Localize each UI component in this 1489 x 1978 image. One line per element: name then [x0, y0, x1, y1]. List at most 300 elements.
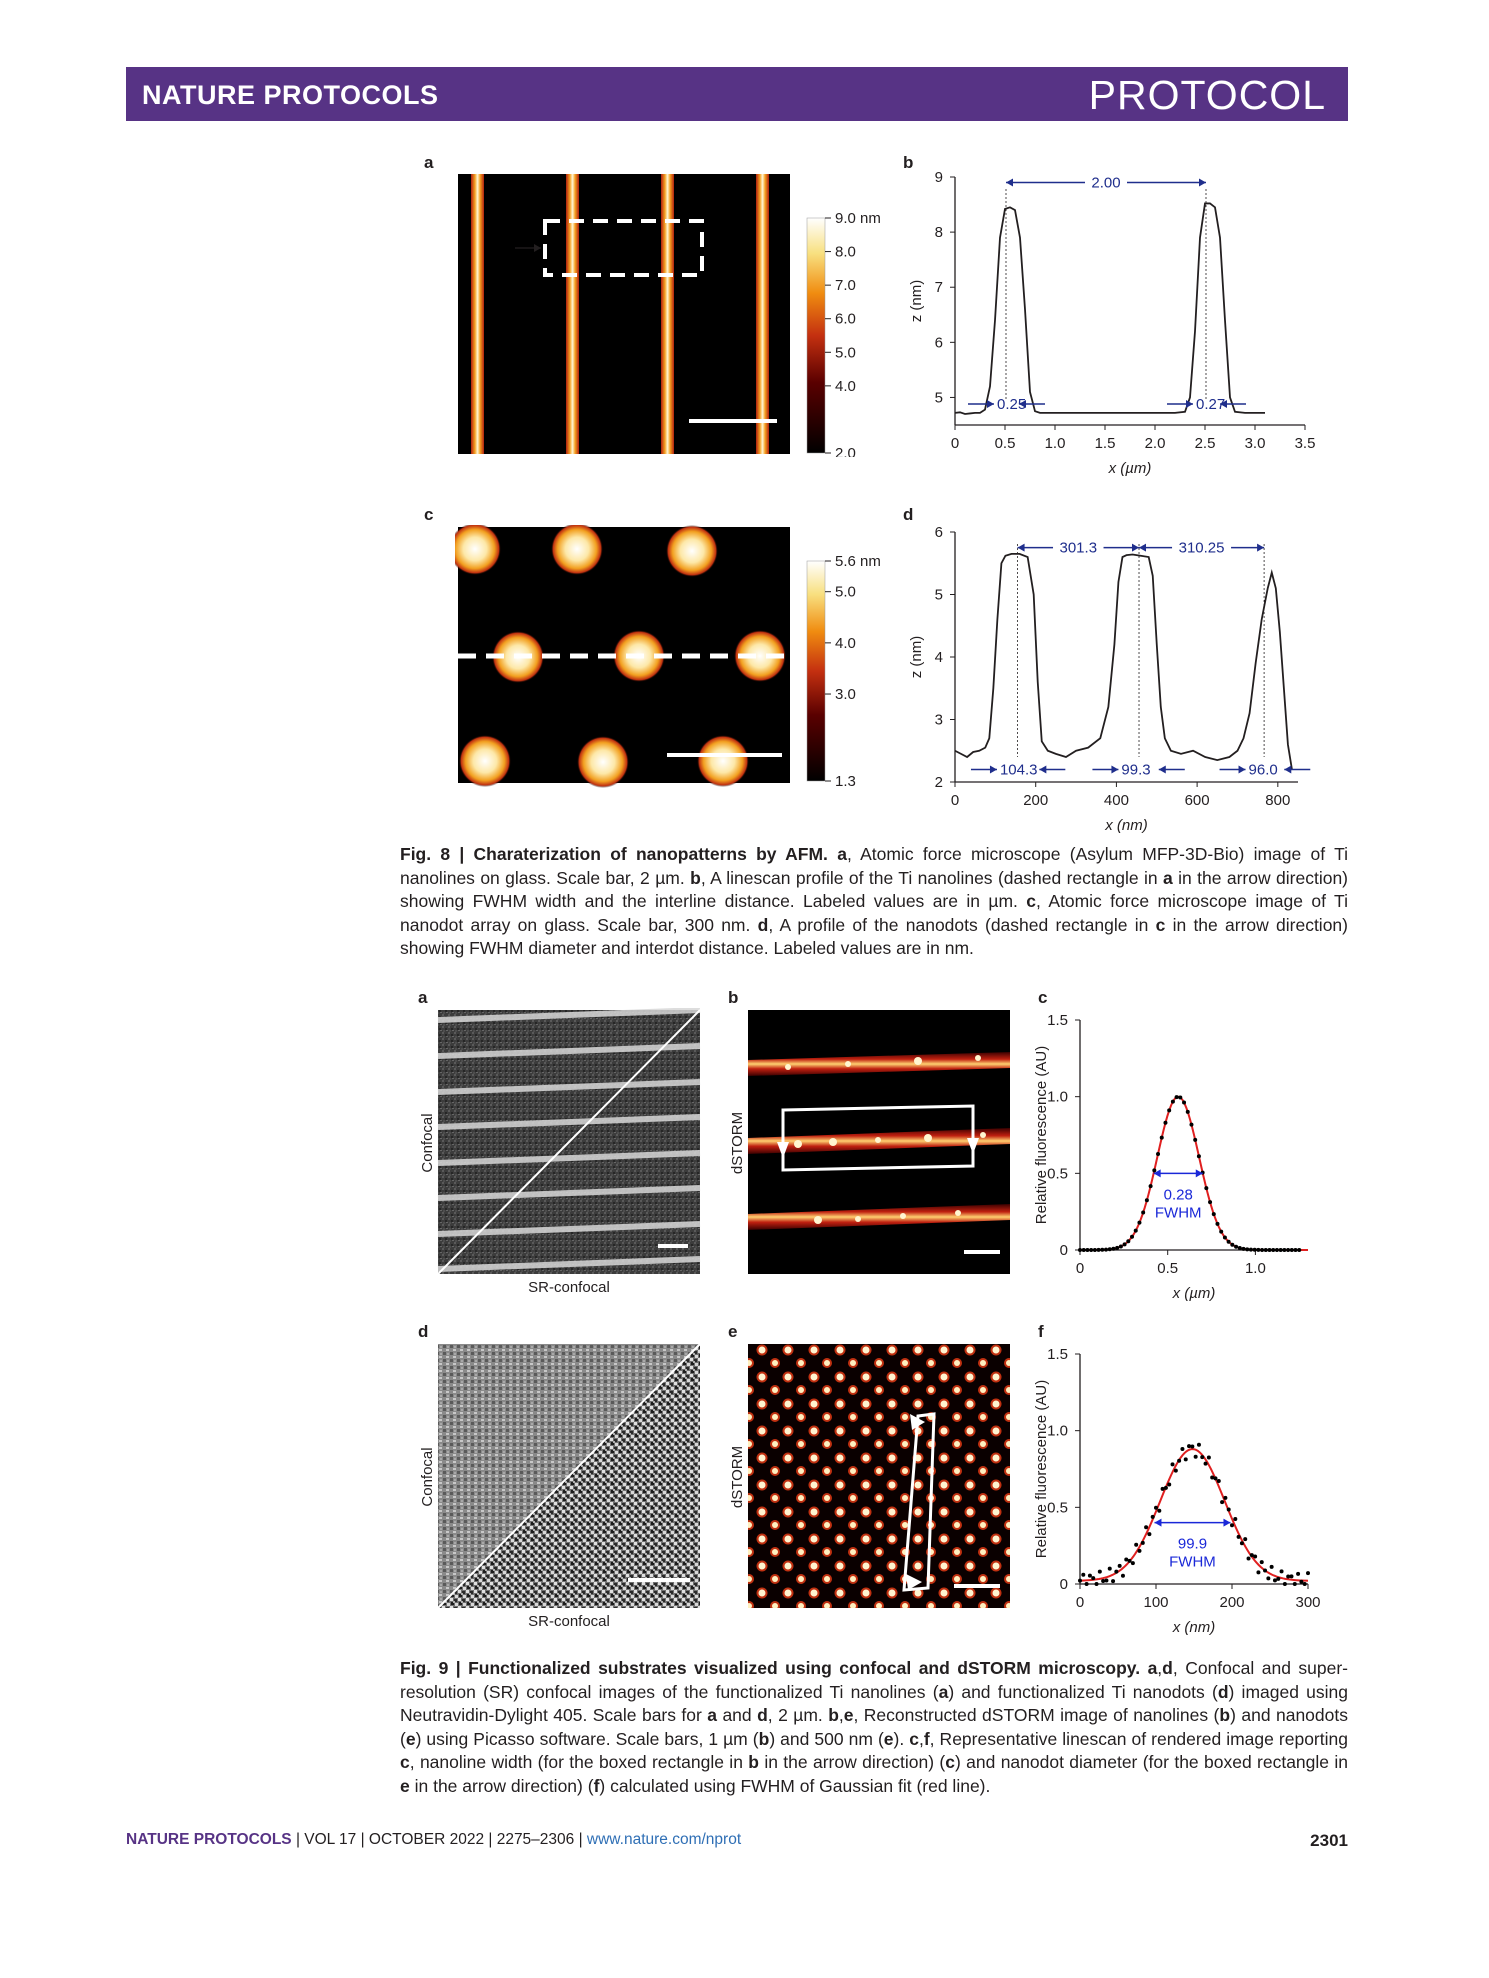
- fig9a-confocal-nanolines: [418, 1008, 708, 1298]
- caption-run: , nanoline width (for the boxed rectangle in: [409, 1752, 749, 1772]
- data-point: [1208, 1200, 1212, 1204]
- data-point: [1171, 1100, 1175, 1104]
- x-axis-label: x (nm): [1172, 1619, 1216, 1636]
- caption-run: a: [837, 844, 847, 864]
- colorbar-ticks: [825, 210, 881, 457]
- data-point: [1296, 1572, 1300, 1576]
- data-point: [1115, 1246, 1119, 1250]
- data-point: [1220, 1500, 1224, 1504]
- caption-run: ) and nanodot diameter (for the boxed rectangle in: [954, 1752, 1348, 1772]
- y-axis-label: Relative fluorescence (AU): [1033, 1045, 1050, 1225]
- fwhm-arrow-head: [987, 400, 994, 408]
- data-point: [1151, 1515, 1155, 1519]
- data-point: [1233, 1517, 1237, 1521]
- caption-run: , Reconstructed dSTORM image of nanolines (: [853, 1705, 1220, 1725]
- caption-run: ,: [918, 1728, 924, 1749]
- fig9c-linescan-chart: [1030, 1008, 1340, 1308]
- data-point: [1223, 1496, 1227, 1500]
- caption-run: e: [843, 1705, 854, 1725]
- colorbar-tick-label: 6.0: [835, 310, 856, 328]
- caption-run: , Confocal and super-resolution (SR) confocal images of the functionalized Ti nanolines (: [400, 1658, 1348, 1702]
- fig9f-linescan-chart: [1030, 1342, 1340, 1642]
- fwhm-value: 99.9: [1177, 1535, 1208, 1553]
- fwhm-label: 0.25: [997, 396, 1027, 414]
- data-point: [1178, 1095, 1182, 1099]
- fig8-panel-label-b: b: [903, 153, 914, 172]
- nanoline: [756, 174, 769, 454]
- fig9-caption-label: Fig. 9 | Functionalized substrates visualized using confocal and dSTORM microscopy.: [400, 1658, 1141, 1678]
- y-tick-label: 0: [1059, 1576, 1068, 1593]
- x-tick-label: 2.5: [1194, 435, 1216, 452]
- fwhm-arrow-head: [1111, 766, 1118, 774]
- confocal-label: Confocal: [419, 1447, 436, 1507]
- footer-url[interactable]: www.nature.com/nprot: [586, 1831, 742, 1848]
- caption-run: ) imaged using Neutravidin-Dylight 405. Scale bars for: [400, 1681, 1348, 1725]
- data-point: [1088, 1574, 1092, 1578]
- colorbar-tick-label: 5.0: [835, 344, 856, 362]
- x-tick-label: 600: [1184, 792, 1210, 809]
- data-point: [1114, 1570, 1118, 1574]
- colorbar: [807, 561, 825, 781]
- data-point: [1111, 1247, 1115, 1251]
- caption-run: ,: [838, 1705, 844, 1725]
- caption-run: d: [757, 1705, 768, 1725]
- data-point: [1157, 1509, 1161, 1513]
- caption-run: , A profile of the nanodots (dashed rectangle in: [768, 914, 1156, 935]
- data-point: [1230, 1243, 1234, 1247]
- caption-run: in the arrow direction) (: [758, 1752, 946, 1772]
- nanodot: [577, 736, 629, 788]
- x-tick-label: 800: [1265, 792, 1291, 809]
- caption-run: [828, 844, 837, 864]
- fig9-caption-text: [400, 1658, 1348, 1796]
- caption-run: c: [1026, 891, 1037, 911]
- fwhm-label: 96.0: [1248, 761, 1278, 779]
- y-tick-label: 0.5: [1047, 1499, 1068, 1517]
- scale-bar: [964, 1250, 1000, 1254]
- colorbar: [807, 218, 825, 453]
- caption-run: , A linescan profile of the Ti nanolines (dashed rectangle in: [700, 867, 1163, 888]
- caption-run: [1140, 1658, 1147, 1678]
- caption-run: , Atomic force microscope (Asylum MFP-3D-Bio) image of Ti nanolines on glass. Scale bar, 2 µm.: [400, 844, 1349, 888]
- fwhm-label: FWHM: [1154, 1204, 1202, 1222]
- caption-run: c: [945, 1752, 955, 1772]
- fig9-panel-label-c: c: [1038, 988, 1048, 1007]
- y-tick-label: 8: [934, 224, 943, 242]
- data-point: [1137, 1221, 1141, 1225]
- data-point: [1266, 1576, 1270, 1580]
- y-axis-label: z (nm): [908, 635, 925, 679]
- data-point: [1194, 1455, 1198, 1459]
- y-axis-label: z (nm): [908, 279, 925, 323]
- data-point: [1164, 1486, 1168, 1490]
- x-tick-label: 0: [1075, 1594, 1085, 1611]
- data-point: [1230, 1523, 1234, 1527]
- data-point: [1180, 1447, 1184, 1451]
- data-point: [1237, 1535, 1241, 1539]
- caption-run: a: [938, 1681, 949, 1702]
- data-point: [1253, 1248, 1257, 1252]
- data-point: [1095, 1582, 1099, 1586]
- caption-run: c: [400, 1752, 410, 1772]
- data-point: [1149, 1184, 1153, 1188]
- sr-confocal-label: SR-confocal: [528, 1279, 610, 1296]
- span-arrow-head: [1257, 544, 1264, 552]
- scale-bar: [628, 1578, 690, 1582]
- data-point: [1241, 1247, 1245, 1251]
- scale-bar: [667, 753, 782, 757]
- caption-run: a: [707, 1705, 718, 1725]
- data-point: [1144, 1525, 1148, 1529]
- y-tick-label: 2: [934, 774, 943, 791]
- x-tick-label: 200: [1023, 792, 1049, 809]
- data-point: [1154, 1506, 1158, 1510]
- caption-run: ) and 500 nm (: [769, 1728, 884, 1749]
- data-point: [1093, 1248, 1097, 1252]
- caption-run: ,: [1157, 1658, 1163, 1678]
- data-point: [1174, 1469, 1178, 1473]
- x-tick-label: 2.0: [1144, 435, 1166, 452]
- data-point: [1108, 1247, 1112, 1251]
- colorbar-tick-label: 4.0: [835, 634, 856, 652]
- x-tick-label: 0: [950, 435, 960, 452]
- y-axis-label: Relative fluorescence (AU): [1033, 1379, 1050, 1559]
- span-arrow-head: [1199, 179, 1206, 187]
- data-point: [1128, 1559, 1132, 1563]
- y-tick-label: 1.0: [1047, 1422, 1068, 1440]
- x-tick-label: 0: [1075, 1260, 1085, 1277]
- data-point: [1227, 1240, 1231, 1244]
- x-tick-label: 3.0: [1244, 435, 1266, 452]
- colorbar-tick-label: 4.0: [835, 377, 856, 395]
- data-point: [1217, 1479, 1221, 1483]
- fig9-panel-label-a: a: [418, 988, 428, 1007]
- x-tick-label: 100: [1143, 1594, 1169, 1611]
- data-point: [1219, 1230, 1223, 1234]
- colorbar-tick-label: 5.0: [835, 583, 856, 601]
- data-point: [1207, 1456, 1211, 1460]
- fig9b-dstorm-nanolines: [728, 1008, 1018, 1298]
- y-tick-label: 1.5: [1047, 1012, 1068, 1029]
- x-tick-label: 0.5: [994, 435, 1016, 452]
- caption-run: , 2 µm.: [767, 1705, 829, 1725]
- scale-bar: [689, 419, 777, 423]
- x-tick-label: 3.5: [1294, 435, 1316, 452]
- fig8-caption-label: Fig. 8 | Charaterization of nanopatterns by AFM.: [400, 844, 828, 864]
- data-point: [1104, 1248, 1108, 1252]
- caption-run: and: [717, 1705, 758, 1725]
- data-point: [1213, 1476, 1217, 1480]
- caption-run: ) and functionalized Ti nanodots (: [948, 1681, 1218, 1702]
- fwhm-label: FWHM: [1169, 1553, 1216, 1571]
- data-point: [1247, 1557, 1251, 1561]
- data-point: [1186, 1110, 1190, 1114]
- x-tick-label: 200: [1219, 1594, 1245, 1611]
- fwhm-value: 0.28: [1163, 1186, 1193, 1204]
- fwhm-arrow-head: [990, 766, 997, 774]
- data-point: [1111, 1579, 1115, 1583]
- span-arrow-head: [1132, 544, 1139, 552]
- data-point: [1238, 1246, 1242, 1250]
- data-point: [1167, 1482, 1171, 1486]
- colorbar-tick-label: 8.0: [835, 243, 856, 261]
- data-point: [1123, 1242, 1127, 1246]
- y-tick-label: 1.5: [1047, 1346, 1068, 1363]
- article-type: PROTOCOL: [1088, 72, 1326, 118]
- caption-run: in the arrow direction) showing FWHM diameter and interdot distance. Labeled values are in nm.: [400, 914, 1348, 958]
- data-point: [1289, 1574, 1293, 1578]
- data-point: [1212, 1212, 1216, 1216]
- caption-run: f: [923, 1728, 930, 1749]
- data-point: [1131, 1561, 1135, 1565]
- data-point: [1200, 1455, 1204, 1459]
- caption-run: in the arrow direction) showing FWHM width and the interline distance. Labeled values are in µm.: [400, 867, 1349, 911]
- fwhm-arrow-head: [1154, 1519, 1161, 1527]
- data-point: [1098, 1570, 1102, 1574]
- fig9-panel-label-f: f: [1038, 1322, 1044, 1341]
- data-point: [1271, 1248, 1275, 1252]
- data-point: [1175, 1095, 1179, 1099]
- fig9-caption: [400, 1657, 1348, 1798]
- fwhm-arrow-head: [1223, 1519, 1230, 1527]
- fwhm-arrow-head: [1159, 766, 1166, 774]
- series-line: [955, 203, 1265, 414]
- data-point: [1152, 1168, 1156, 1172]
- data-point: [1223, 1235, 1227, 1239]
- caption-run: ) and nanodots (: [400, 1705, 1348, 1749]
- fwhm-arrow-head: [1284, 766, 1291, 774]
- fig9-panel-label-d: d: [418, 1322, 429, 1341]
- data-point: [1171, 1462, 1175, 1466]
- data-point: [1126, 1239, 1130, 1243]
- colorbar-tick-label: 5.6 nm: [835, 553, 881, 570]
- x-axis-label: x (µm): [1108, 460, 1152, 477]
- data-point: [1141, 1211, 1145, 1215]
- journal-header: [126, 67, 1348, 121]
- caption-run: ) calculated using FWHM of Gaussian fit (red line).: [599, 1775, 991, 1796]
- caption-run: ) using Picasso software. Scale bars, 1 µm (: [415, 1728, 759, 1749]
- colorbar-tick-label: 1.3: [835, 773, 856, 790]
- span-label: 310.25: [1178, 539, 1225, 557]
- caption-run: e: [400, 1775, 410, 1796]
- fwhm-arrow-head: [1239, 766, 1246, 774]
- nanoline: [471, 174, 484, 454]
- page-footer: [126, 1831, 1348, 1849]
- colorbar-tick-label: 3.0: [835, 686, 856, 704]
- data-point: [1182, 1101, 1186, 1105]
- x-tick-label: 1.5: [1094, 435, 1116, 452]
- data-point: [1177, 1459, 1181, 1463]
- data-point: [1081, 1573, 1085, 1577]
- data-point: [1100, 1248, 1104, 1252]
- data-point: [1134, 1229, 1138, 1233]
- y-tick-label: 9: [934, 169, 943, 186]
- fig8d-linescan-chart: [905, 517, 1335, 842]
- fig9e-dstorm-nanodots: [728, 1342, 1018, 1632]
- data-point: [1085, 1248, 1089, 1252]
- fig8c-afm-nanodots: [455, 525, 895, 790]
- data-point: [1197, 1154, 1201, 1158]
- nanoline: [661, 174, 674, 454]
- colorbar-tick-label: 9.0 nm: [835, 210, 881, 227]
- data-point: [1270, 1565, 1274, 1569]
- data-point: [1189, 1123, 1193, 1127]
- fig8-panel-label-a: a: [424, 153, 434, 172]
- y-tick-label: 1.0: [1047, 1088, 1068, 1106]
- data-point: [1268, 1248, 1272, 1252]
- journal-name: NATURE PROTOCOLS: [142, 80, 439, 110]
- fwhm-label: 0.27: [1196, 396, 1226, 414]
- y-tick-label: 0: [1059, 1242, 1068, 1259]
- nanodot: [551, 525, 603, 575]
- data-point: [1256, 1570, 1260, 1574]
- data-point: [1263, 1568, 1267, 1572]
- x-tick-label: 400: [1103, 792, 1129, 809]
- colorbar-tick-label: 7.0: [835, 277, 856, 295]
- y-tick-label: 7: [934, 279, 943, 297]
- data-point: [1167, 1108, 1171, 1112]
- y-tick-label: 6: [934, 334, 943, 352]
- nanodot: [666, 525, 718, 577]
- data-point: [1134, 1543, 1138, 1547]
- caption-run: c: [1155, 914, 1166, 935]
- data-point: [1147, 1532, 1151, 1536]
- x-axis-label: x (µm): [1172, 1285, 1216, 1302]
- fig9d-confocal-nanodots: [418, 1342, 708, 1632]
- data-point: [1089, 1248, 1093, 1252]
- data-point: [1243, 1537, 1247, 1541]
- data-point: [1306, 1571, 1310, 1575]
- data-point: [1286, 1248, 1290, 1252]
- caption-run: d: [1217, 1681, 1229, 1702]
- dstorm-label: dSTORM: [729, 1111, 746, 1175]
- data-point: [1275, 1248, 1279, 1252]
- data-point: [1091, 1576, 1095, 1580]
- data-point: [1156, 1152, 1160, 1156]
- caption-run: b: [690, 867, 701, 888]
- caption-run: a: [1163, 867, 1173, 888]
- footer-meta: | VOL 17 | OCTOBER 2022 | 2275–2306 |: [291, 1831, 587, 1848]
- fig9-panel-label-e: e: [728, 1322, 738, 1341]
- data-point: [1119, 1244, 1123, 1248]
- x-tick-label: 300: [1295, 1594, 1321, 1611]
- y-tick-label: 3: [934, 711, 943, 729]
- dstorm-image: [748, 1344, 1010, 1608]
- x-tick-label: 1.0: [1044, 435, 1066, 452]
- data-point: [1260, 1248, 1264, 1252]
- span-label: 301.3: [1059, 539, 1098, 557]
- data-point: [1293, 1582, 1297, 1586]
- caption-run: d: [1162, 1658, 1173, 1678]
- data-point: [1256, 1248, 1260, 1252]
- data-point: [1118, 1564, 1122, 1568]
- data-point: [1240, 1541, 1244, 1545]
- data-point: [1078, 1248, 1082, 1252]
- data-point: [1145, 1198, 1149, 1202]
- y-tick-label: 4: [934, 649, 943, 666]
- data-point: [1245, 1247, 1249, 1251]
- caption-run: b: [1219, 1705, 1231, 1725]
- fwhm-label: 104.3: [999, 761, 1038, 779]
- series-line: [955, 554, 1292, 770]
- fwhm-arrow-head: [1039, 766, 1046, 774]
- sr-confocal-label: SR-confocal: [528, 1613, 610, 1630]
- x-tick-label: 0.5: [1157, 1260, 1179, 1277]
- caption-run: e: [405, 1728, 416, 1749]
- span-arrow-head: [1018, 544, 1025, 552]
- caption-run: , Representative linescan of rendered image reporting: [929, 1728, 1348, 1749]
- data-point: [1193, 1138, 1197, 1142]
- x-tick-label: 1.0: [1244, 1260, 1266, 1277]
- data-point: [1097, 1248, 1101, 1252]
- confocal-label: Confocal: [419, 1113, 436, 1173]
- data-point: [1282, 1248, 1286, 1252]
- footer-journal: NATURE PROTOCOLS: [126, 1831, 292, 1848]
- data-point: [1280, 1569, 1284, 1573]
- caption-run: b: [758, 1728, 770, 1749]
- data-point: [1204, 1462, 1208, 1466]
- caption-run: in the arrow direction) (: [409, 1775, 594, 1796]
- caption-run: ).: [893, 1728, 910, 1749]
- colorbar-ticks: [825, 553, 881, 790]
- fig8-caption: [400, 843, 1348, 961]
- span-arrow-head: [1006, 179, 1013, 187]
- data-point: [1279, 1248, 1283, 1252]
- data-point: [1082, 1248, 1086, 1252]
- data-point: [1260, 1560, 1264, 1564]
- data-point: [1197, 1443, 1201, 1447]
- caption-run: f: [593, 1775, 600, 1796]
- data-point: [1227, 1507, 1231, 1511]
- data-point: [1184, 1457, 1188, 1461]
- nanoline: [566, 174, 579, 454]
- data-point: [1160, 1136, 1164, 1140]
- data-point: [1276, 1577, 1280, 1581]
- data-point: [1204, 1186, 1208, 1190]
- y-tick-label: 6: [934, 524, 943, 541]
- data-point: [1234, 1245, 1238, 1249]
- caption-run: b: [828, 1705, 839, 1725]
- data-point: [1108, 1567, 1112, 1571]
- data-point: [1121, 1574, 1125, 1578]
- data-point: [1253, 1555, 1257, 1559]
- nanodot: [697, 735, 749, 787]
- afm-image-background: [458, 174, 790, 454]
- data-point: [1249, 1248, 1253, 1252]
- x-axis-label: x (nm): [1105, 817, 1148, 834]
- y-tick-label: 5: [934, 586, 943, 604]
- data-point: [1294, 1248, 1298, 1252]
- caption-run: d: [757, 914, 769, 935]
- dstorm-label: dSTORM: [729, 1445, 746, 1509]
- x-tick-label: 0: [950, 792, 960, 809]
- fwhm-label: 99.3: [1121, 761, 1151, 779]
- data-point: [1163, 1121, 1167, 1125]
- data-point: [1104, 1579, 1108, 1583]
- data-point: [1085, 1582, 1089, 1586]
- data-point: [1130, 1235, 1134, 1239]
- data-point: [1303, 1582, 1307, 1586]
- fig9-panel-label-b: b: [728, 988, 739, 1007]
- fig8b-linescan-chart: [905, 165, 1335, 485]
- data-point: [1264, 1248, 1268, 1252]
- page-number: 2301: [1310, 1831, 1348, 1850]
- data-point: [1290, 1248, 1294, 1252]
- colorbar-tick-label: 2.0: [835, 445, 856, 457]
- data-point: [1215, 1222, 1219, 1226]
- scale-bar: [954, 1584, 1000, 1588]
- data-point: [1299, 1580, 1303, 1584]
